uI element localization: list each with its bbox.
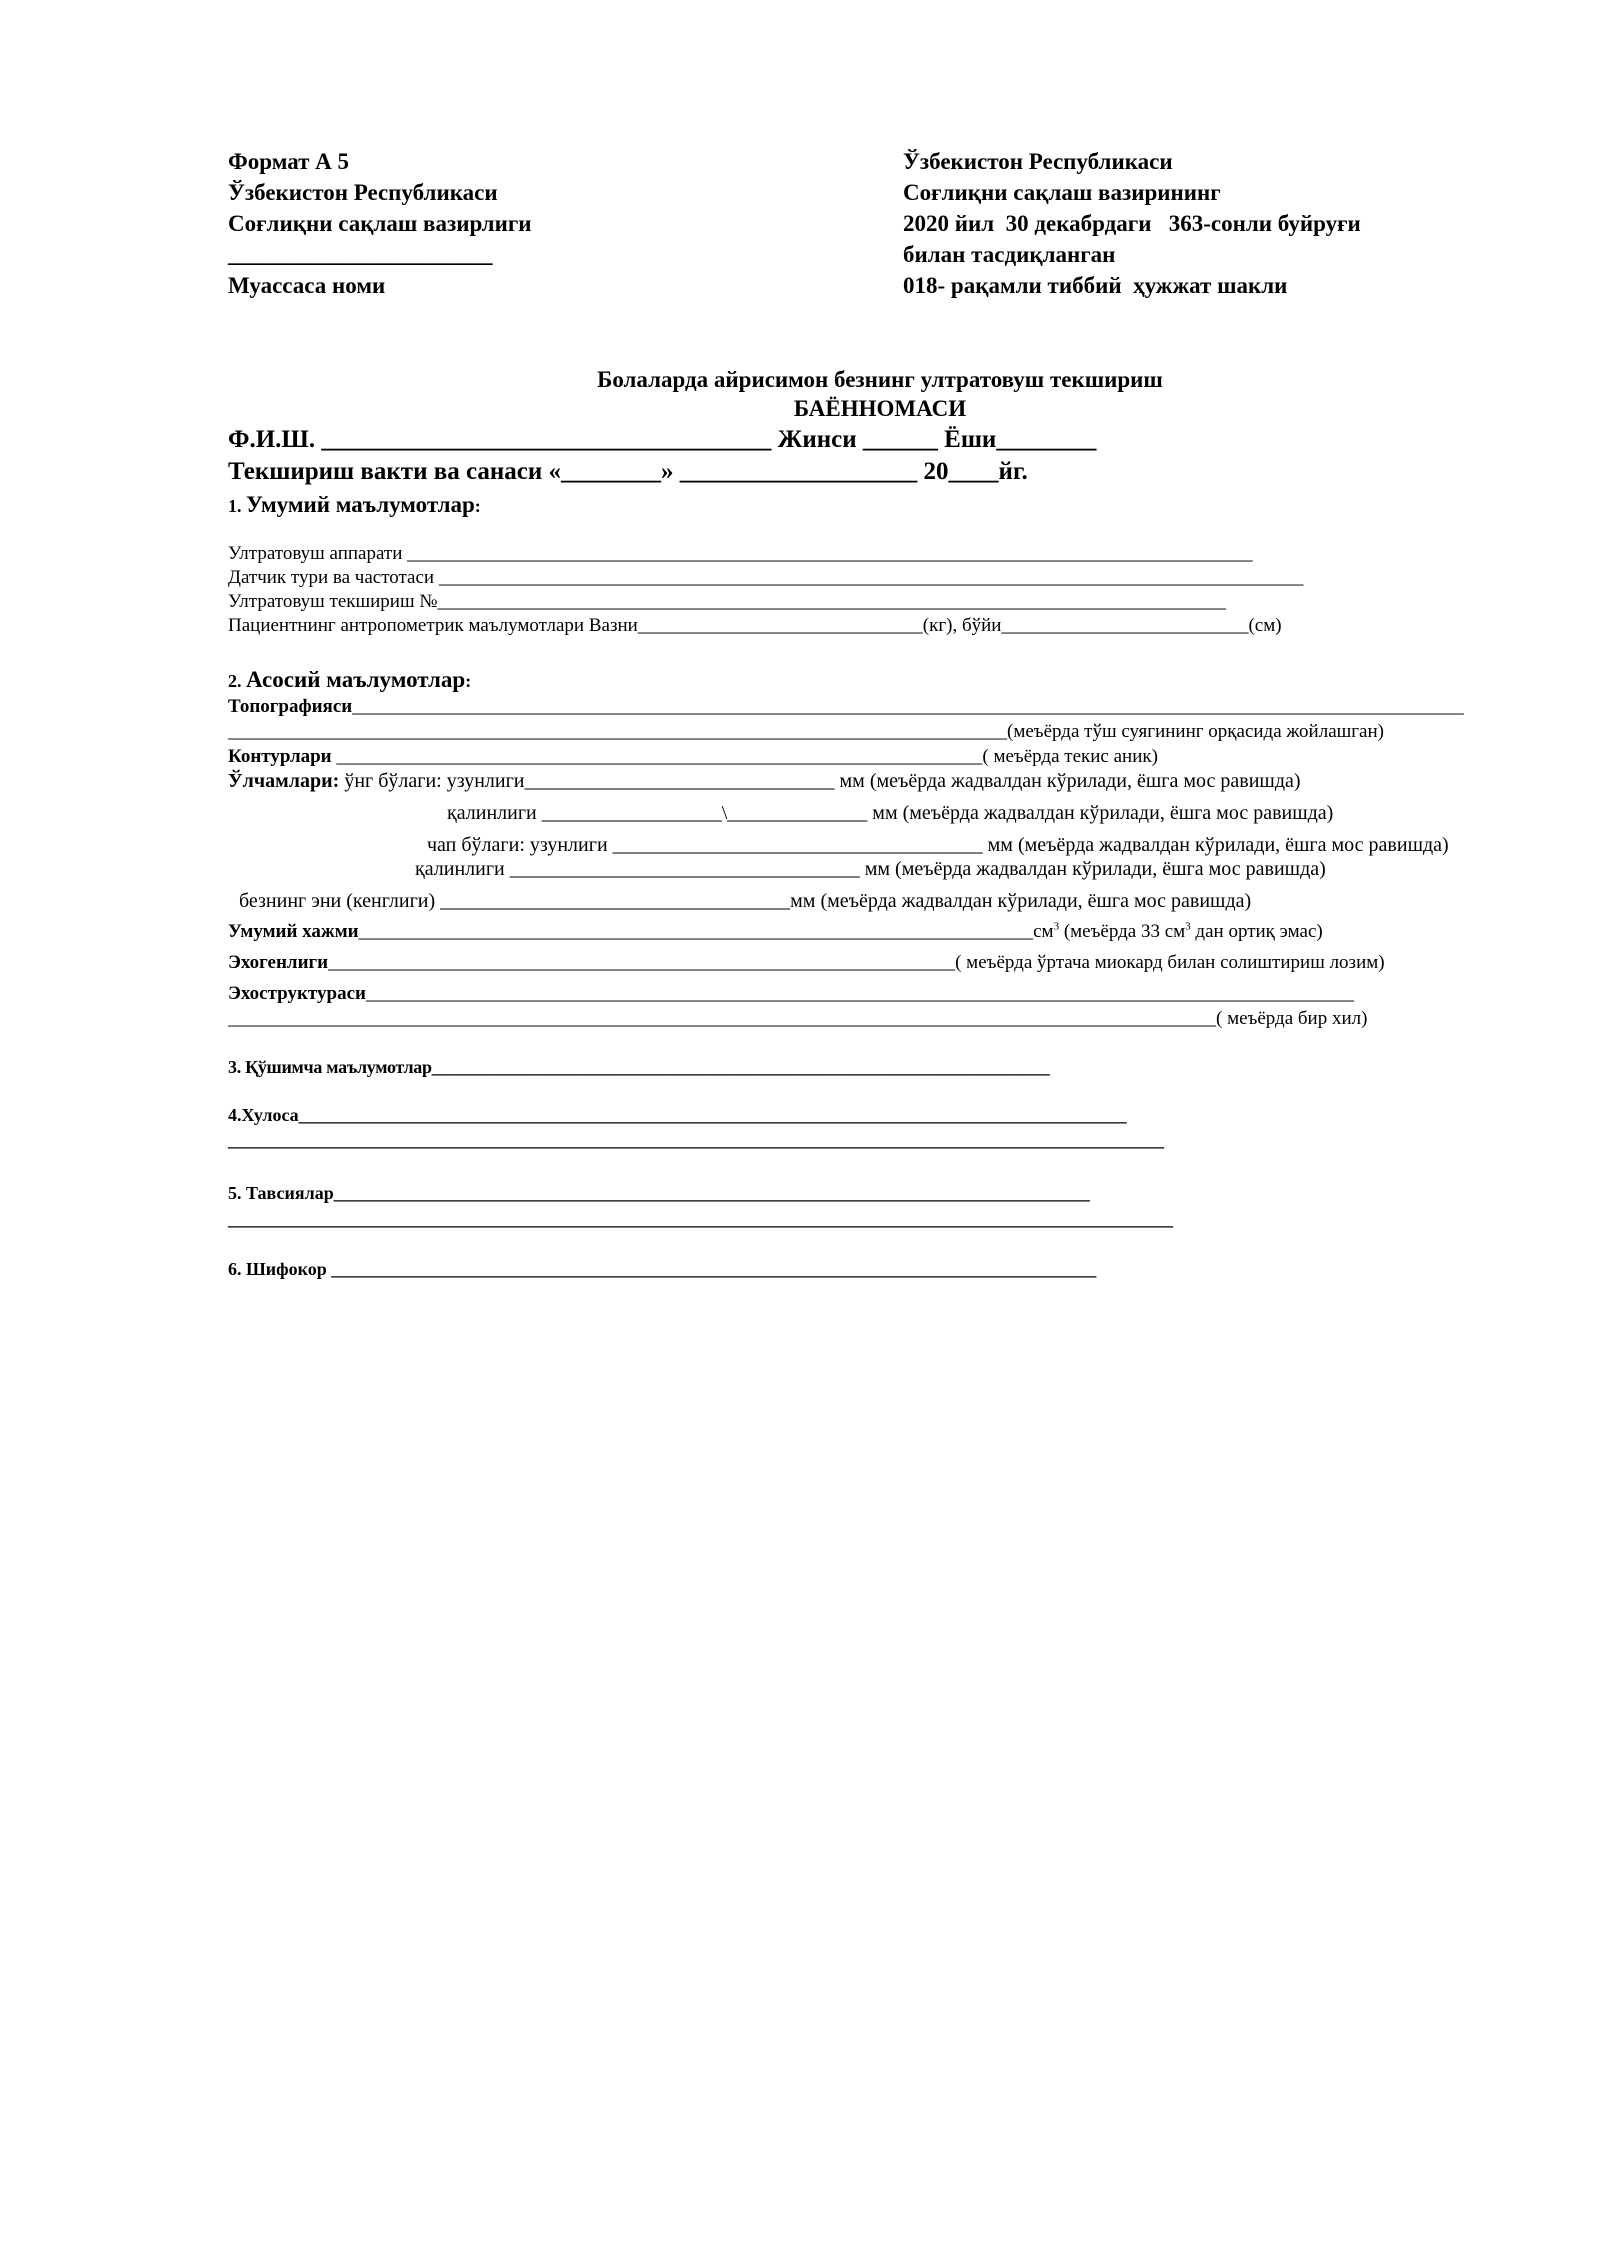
echostructure-field[interactable]: ________________________________________________________________________________________________________ <box>365 983 1354 1004</box>
minister-label: Соғлиқни сақлаш вазирининг <box>903 180 1221 205</box>
ministry-label-left: Соғлиқни сақлаш вазирлиги <box>228 211 532 236</box>
transducer-field[interactable]: Датчик тури ва частотаси ___________________________________________________________________________________________ <box>228 567 1304 588</box>
ultrasound-device-field[interactable]: Ултратовуш аппарати _________________________________________________________________________________________ <box>228 543 1253 564</box>
conclusion-field-2[interactable]: ________________________________________________________________________________________________________ <box>228 1130 1164 1150</box>
section-1-title: Умумий маълумотлар <box>246 492 475 517</box>
measurements-label: Ўлчамлари: <box>228 770 340 792</box>
republic-label-left: Ўзбекистон Республикаси <box>228 180 498 205</box>
recommendations-field-2[interactable]: _________________________________________________________________________________________________________ <box>228 1209 1173 1229</box>
order-label: 2020 йил 30 декабрдаги 363-сонли буйруғи <box>903 211 1361 236</box>
left-lobe-length-field[interactable]: чап бўлаги: узунлиги _____________________________________ мм (меъёрда жадвалдан кўрилади, ёшга мос равишда) <box>427 834 1449 856</box>
echostructure-line[interactable] <box>228 981 1354 1006</box>
section-2-heading <box>228 665 471 696</box>
approved-label: билан тасдиқланган <box>903 242 1116 267</box>
institution-name-field[interactable]: _______________________ <box>228 242 493 267</box>
section-2-number: 2. <box>228 671 246 691</box>
section-1-heading <box>228 490 481 521</box>
topography-field[interactable]: _____________________________________________________________________________________________________________________ <box>352 696 1464 717</box>
recommendations-field[interactable]: 5. Тавсиялар____________________________________________________________________________________ <box>228 1183 1090 1203</box>
section-2-title: Асосий маълумотлар <box>246 667 466 692</box>
doctor-line[interactable]: 6. Шифокор _____________________________________________________________________________________ <box>228 1259 1097 1279</box>
gland-width-field[interactable]: безнинг эни (кенглиги) ___________________________________мм (меъёрда жадвалдан кўрилади, ёшга мос равишда) <box>239 890 1252 912</box>
right-lobe-length-field[interactable]: ўнг бўлаги: узунлиги_______________________________ мм (меъёрда жадвалдан кўрилади, ёшга мос равишда) <box>339 770 1301 792</box>
exam-date-line[interactable]: Текшириш вакти ва санаси «________» ___________________ 20____йг. <box>228 458 1028 485</box>
contours-line[interactable] <box>228 744 1158 769</box>
right-lobe-thickness-field[interactable]: қалинлиги __________________\______________ мм (меъёрда жадвалдан кўрилади, ёшга мос равишда) <box>447 802 1334 824</box>
format-label: Формат А 5 <box>228 149 350 174</box>
patient-fio-line[interactable]: Ф.И.Ш. ____________________________________ Жинси ______ Ёши________ <box>228 426 1097 453</box>
volume-field[interactable]: _______________________________________________________________________см <box>358 921 1054 942</box>
echogenicity-field[interactable]: __________________________________________________________________( меъёрда ўртача миокард билан солиштириш лозим) <box>328 952 1385 973</box>
anthropometric-field[interactable]: Пациентнинг антропометрик маълумотлари Вазни______________________________(кг), бўйи__________________________(см) <box>228 615 1282 636</box>
volume-norm-text: (меъёрда 33 см <box>1059 921 1186 942</box>
volume-norm-end: дан ортиқ эмас) <box>1190 921 1323 942</box>
contours-label: Контурлари <box>228 746 332 767</box>
volume-norm-sup: 3 <box>1185 920 1191 933</box>
measurements-line[interactable] <box>228 768 1301 794</box>
republic-label-right: Ўзбекистон Республикаси <box>903 149 1173 174</box>
topography-norm-line[interactable]: __________________________________________________________________________________(меъёрда тўш суягининг орқасида жойлашган) <box>228 721 1384 742</box>
document-title: Болаларда айрисимон безнинг ултратовуш текшириш <box>597 367 1163 392</box>
volume-line[interactable] <box>228 919 1323 944</box>
section-2-colon: : <box>465 671 472 691</box>
echostructure-label: Эхоструктураси <box>228 983 366 1004</box>
additional-info-field[interactable]: 3. Қўшимча маълумотлар_______________________________________________________________________ <box>228 1057 1050 1077</box>
conclusion-field[interactable]: 4.Хулоса____________________________________________________________________________________________ <box>228 1105 1127 1125</box>
echogenicity-line[interactable] <box>228 950 1385 975</box>
echogenicity-label: Эхогенлиги <box>228 952 329 973</box>
doctor-field[interactable] <box>228 1257 1096 1281</box>
document-subtitle: БАЁННОМАСИ <box>793 396 967 421</box>
volume-unit-sup: 3 <box>1053 920 1060 933</box>
section-1-colon: : <box>474 496 481 516</box>
institution-name-label: Муассаса номи <box>228 273 386 298</box>
contours-field[interactable]: ____________________________________________________________________( меъёрда текис аник) <box>331 746 1158 767</box>
volume-label: Умумий хажми <box>228 921 359 942</box>
exam-number-field[interactable]: Ултратовуш текшириш №___________________________________________________________________________________ <box>228 591 1226 612</box>
echostructure-norm-line[interactable]: ________________________________________________________________________________________________________( меъёрда бир хил) <box>228 1008 1368 1029</box>
topography-label: Топографияси <box>228 696 353 717</box>
form-number-label: 018- рақамли тиббий ҳужжат шакли <box>903 273 1288 298</box>
topography-line[interactable] <box>228 694 1464 719</box>
left-lobe-thickness-field[interactable]: қалинлиги ___________________________________ мм (меъёрда жадвалдан кўрилади, ёшга мос равишда) <box>415 858 1326 880</box>
section-1-number: 1. <box>228 496 246 516</box>
